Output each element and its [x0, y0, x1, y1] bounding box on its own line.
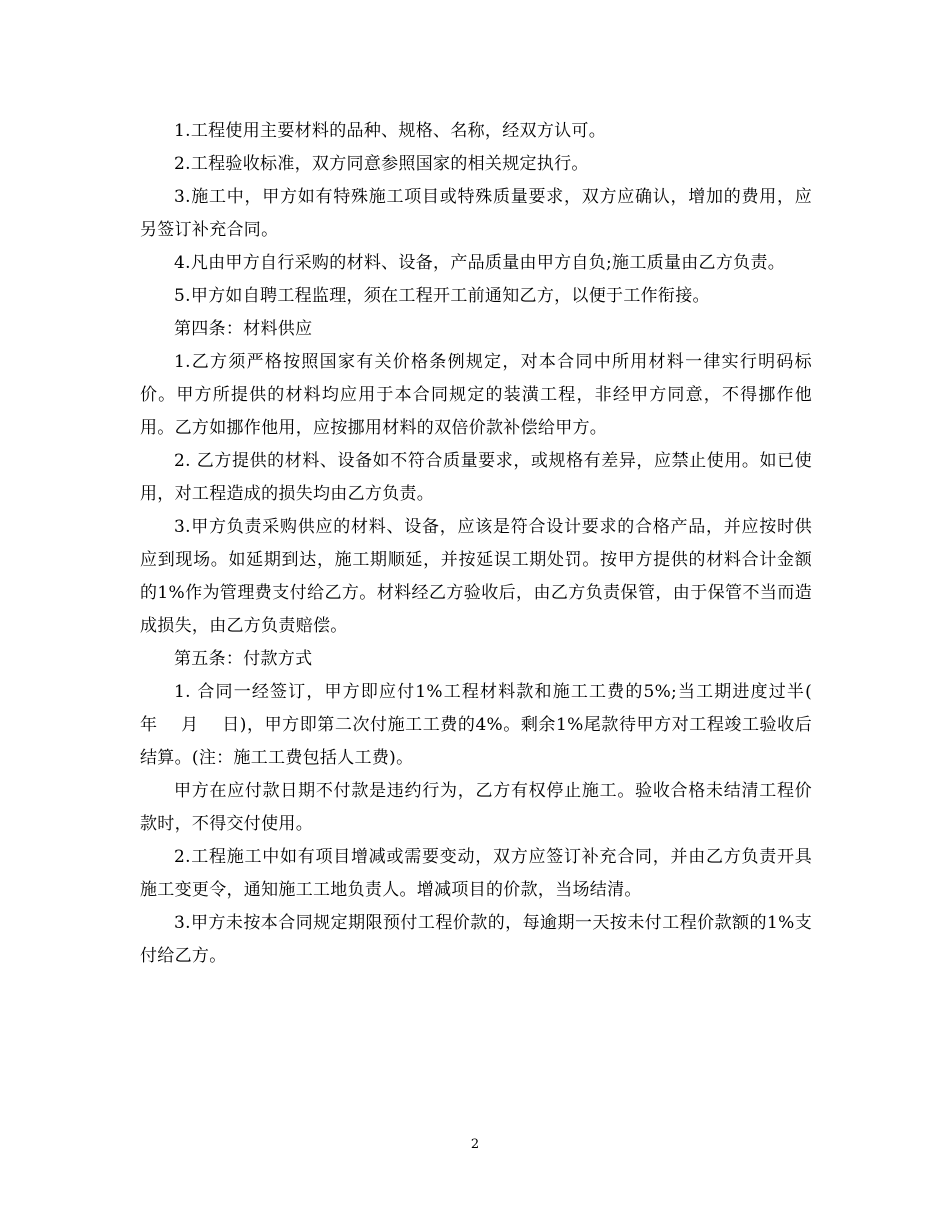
- paragraph: 3.甲方未按本合同规定期限预付工程价款的，每逾期一天按未付工程价款额的1%支付给乙方。: [140, 913, 812, 966]
- paragraph: 1. 合同一经签订，甲方即应付1%工程材料款和施工工费的5%;当工期进度过半( 年 月 日)，甲方即第二次付施工工费的4%。剩余1%尾款待甲方对工程竣工验收后结算。(注：施工工费包括人工费)。: [140, 682, 847, 768]
- paragraph: 2. 乙方提供的材料、设备如不符合质量要求，或规格有差异，应禁止使用。如已使用，对工程造成的损失均由乙方负责。: [140, 451, 812, 504]
- paragraph: 4.凡由甲方自行采购的材料、设备，产品质量由甲方自负;施工质量由乙方负责。: [174, 253, 786, 273]
- page-number: 2: [470, 1137, 480, 1152]
- paragraph: 1.工程使用主要材料的品种、规格、名称，经双方认可。: [174, 121, 607, 141]
- paragraph: 2.工程施工中如有项目增减或需要变动，双方应签订补充合同，并由乙方负责开具施工变更令，通知施工工地负责人。增减项目的价款，当场结清。: [140, 847, 812, 900]
- section-heading: 第五条：付款方式: [174, 649, 313, 669]
- paragraph: 2.工程验收标准，双方同意参照国家的相关规定执行。: [174, 154, 589, 174]
- paragraph: 1.乙方须严格按照国家有关价格条例规定，对本合同中所用材料一律实行明码标价。甲方所提供的材料均应用于本合同规定的装潢工程，非经甲方同意，不得挪作他用。乙方如挪作他用，应按挪用材料的双倍价款补偿给甲方。: [140, 352, 812, 438]
- paragraph: 甲方在应付款日期不付款是违约行为，乙方有权停止施工。验收合格未结清工程价款时，不得交付使用。: [140, 781, 812, 834]
- paragraph: 5.甲方如自聘工程监理，须在工程开工前通知乙方，以便于工作衔接。: [174, 286, 710, 306]
- paragraph: 3.施工中，甲方如有特殊施工项目或特殊质量要求，双方应确认，增加的费用，应另签订补充合同。: [140, 187, 812, 240]
- document-body: [140, 115, 847, 973]
- section-heading: 第四条：材料供应: [174, 319, 313, 339]
- paragraph: 3.甲方负责采购供应的材料、设备，应该是符合设计要求的合格产品，并应按时供应到现场。如延期到达，施工期顺延，并按延误工期处罚。按甲方提供的材料合计金额的1%作为管理费支付给乙方。材料经乙方验收后，由乙方负责保管，由于保管不当而造成损失，由乙方负责赔偿。: [140, 517, 812, 636]
